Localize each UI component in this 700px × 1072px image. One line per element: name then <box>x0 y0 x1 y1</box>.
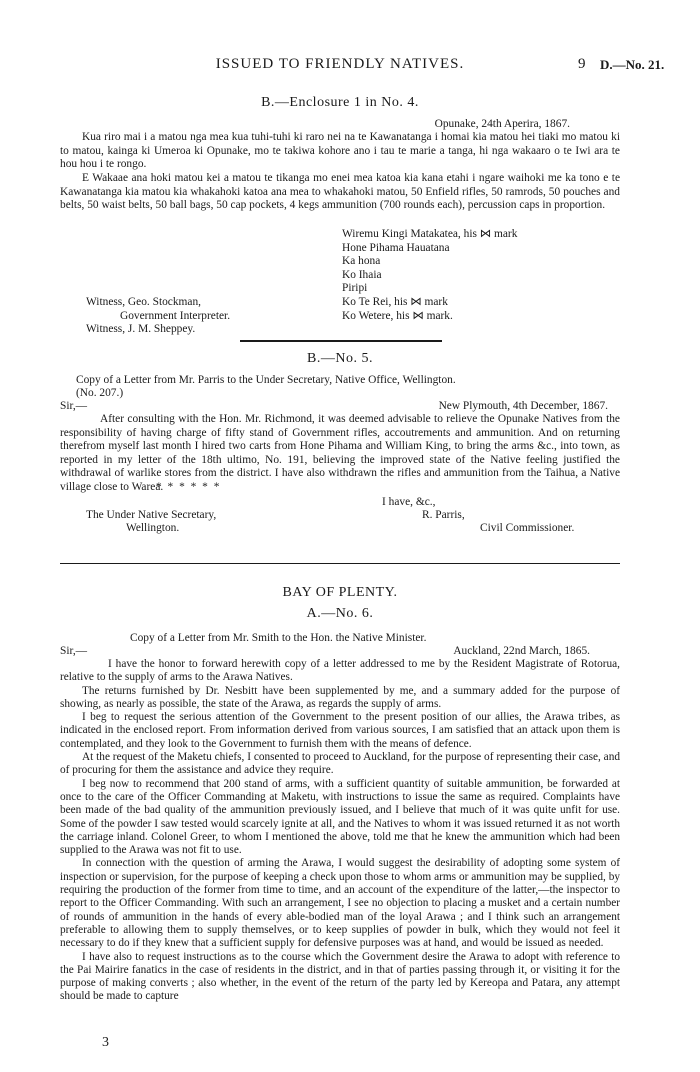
letter-number: (No. 207.) <box>76 387 124 399</box>
addressee-city: Wellington. <box>126 522 180 534</box>
letter-date: Auckland, 22nd March, 1865. <box>453 645 590 657</box>
salutation: Sir,— <box>60 400 88 412</box>
enclosure-paragraph: Kua riro mai i a matou nga mea kua tuhi-tuhi ki raro nei na te Kawanatanga i homai kia matou hei tiaki mo matou ki to matou, kainga ki Umeroa ki Opunake, mo te takiwa kohore ano i tau te marie a tanga, hi nga wakaaro o te Iwi ara te hou hou i te rongo. <box>60 131 620 171</box>
section-divider <box>240 340 442 342</box>
document-reference: D.—No. 21. <box>600 57 665 72</box>
section-title: BAY OF PLENTY. <box>282 585 398 600</box>
letter-paragraph: At the request of the Maketu chiefs, I consented to proceed to Auckland, for the purpose of representing their case, and of procuring for them the assistance and advice they require. <box>60 751 620 777</box>
letter-body: After consulting with the Hon. Mr. Richmond, it was deemed advisable to relieve the Opunake Natives from the responsibility of having charge of fifty stand of Government rifles, accoutrements and ammunition. And on returning therefrom myself last month I hired two carts from Hone Pihama and William King, to bring the arms &c., into town, as reported in my letter of the 18th ultimo, No. 191, believing the improved state of the Native feeling justified the withdrawal of warlike stores from the district. I have also withdrawn the rifles and ammunition from the Taihua, a Native village close to Warea. <box>60 413 620 493</box>
letter-caption: Copy of a Letter from Mr. Smith to the Hon. the Native Minister. <box>130 632 427 644</box>
letter-date: New Plymouth, 4th December, 1867. <box>438 400 608 412</box>
letter-heading: A.—No. 6. <box>306 606 374 621</box>
letter-body <box>60 658 620 1004</box>
signatory: Ka hona <box>342 255 381 268</box>
enclosure-date: Opunake, 24th Aperira, 1867. <box>434 118 570 130</box>
letter-caption: Copy of a Letter from Mr. Parris to the Under Secretary, Native Office, Wellington. <box>76 374 456 386</box>
witness-block <box>86 296 346 337</box>
closing: I have, &c., <box>382 496 436 508</box>
letter-paragraph: The returns furnished by Dr. Nesbitt have been supplemented by me, and a summary added for the purpose of showing, as nearly as possible, the state of the Arawa, as regards the supply of arms. <box>60 684 620 710</box>
letter-paragraph: In connection with the question of arming the Arawa, I would suggest the desirability of adopting some system of inspection or supervision, for the purpose of keeping a check upon those to whom arms or ammunition may be supplied, by requiring the production of the former from time to time, and an account of the expenditure of the latter,—the inspector to report to the Officer Commanding. With such an arrangement, I see no objection to placing a musket and a certain number of rounds of ammunition in the hands of every able-bodied man of the loyal Arawa ; and I think such an arrangement preferable to allowing them to supply themselves, or to keep supplies of powder in bulk, which they would not feel it necessary to do if they knew that a sufficient supply for defensive purposes was at hand, and would be issued as needed. <box>60 857 620 950</box>
section-divider <box>60 563 620 564</box>
asterisk-row: * * * * * * <box>156 481 220 493</box>
enclosure-paragraph: E Wakaae ana hoki matou kei a matou te tikanga mo enei mea katoa kia kana etahi i ngare waihoki me ka tono e te Kawanatanga kia matou kia whakahoki katoa ana mea to whakahoki matou, 50 Enfield rifles, 50 ramrods, 50 pouches and belts, 50 waist belts, 50 ball bags, 50 cap pockets, 4 kegs ammunition (700 rounds each), percussion caps in proportion. <box>60 172 620 212</box>
letter-paragraph: I beg now to recommend that 200 stand of arms, with a sufficient quantity of suitable ammunition, be forwarded at once to the care of the Officer Commanding at Maketu, with instructions to issue the same as required. Complaints have been made of the bad quality of the ammunition previously issued, and I believe that much of it was quite unfit for use. Some of the powder I saw tested would scarcely ignite at all, and the Natives to whom it was issued returned it as not worth the carriage inland. Colonel Greer, to whom I mentioned the above, told me that he knew the ammunition which had been supplied to the Arawa was not fit to use. <box>60 777 620 857</box>
salutation: Sir,— <box>60 645 88 657</box>
letter-paragraph: I beg to request the serious attention of the Government to the present position of our allies, the Arawa tribes, as indicated in the enclosed report. From information derived from various sources, I am satisfied that an attack upon them is contemplated, and they look to the Government to furnish them with the means of defence. <box>60 711 620 750</box>
signatory: Piripi <box>342 282 368 295</box>
signatory: Hone Pihama Hauatana <box>342 241 450 254</box>
witness-name: Witness, J. M. Sheppey. <box>86 323 196 336</box>
signatory: Ko Wetere, his ⋈ mark. <box>342 309 453 322</box>
signer: R. Parris, <box>422 509 465 521</box>
signature-mark: 3 <box>102 1035 109 1050</box>
witness-name: Witness, Geo. Stockman, <box>86 296 202 308</box>
signer-role: Civil Commissioner. <box>480 522 575 534</box>
signatory: Ko Ihaia <box>342 268 382 281</box>
signatory-list <box>342 228 622 323</box>
running-header <box>60 56 680 78</box>
enclosure-heading: B.—Enclosure 1 in No. 4. <box>261 95 419 110</box>
addressee: The Under Native Secretary, <box>86 509 217 521</box>
letter-heading: B.—No. 5. <box>307 351 373 366</box>
signatory: Wiremu Kingi Matakatea, his ⋈ mark <box>342 228 518 240</box>
running-title: ISSUED TO FRIENDLY NATIVES. <box>215 56 465 72</box>
page-number: 9 <box>578 56 586 72</box>
letter-paragraph: I have also to request instructions as to the course which the Government desire the Arawa to adopt with reference to the Pai Mairire fanatics in the case of residents in the district, and in that of parties passing through it, or visiting it for the purpose of making converts ; also whether, in the event of the return of the party led by Kereopa and Patara, any attempt should be made to capture <box>60 950 620 1003</box>
letter-paragraph: I have the honor to forward herewith copy of a letter addressed to me by the Resident Magistrate of Rotorua, relative to the supply of arms to the Arawa Natives. <box>60 658 620 684</box>
signatory: Ko Te Rei, his ⋈ mark <box>342 295 448 308</box>
witness-role: Government Interpreter. <box>120 309 231 322</box>
